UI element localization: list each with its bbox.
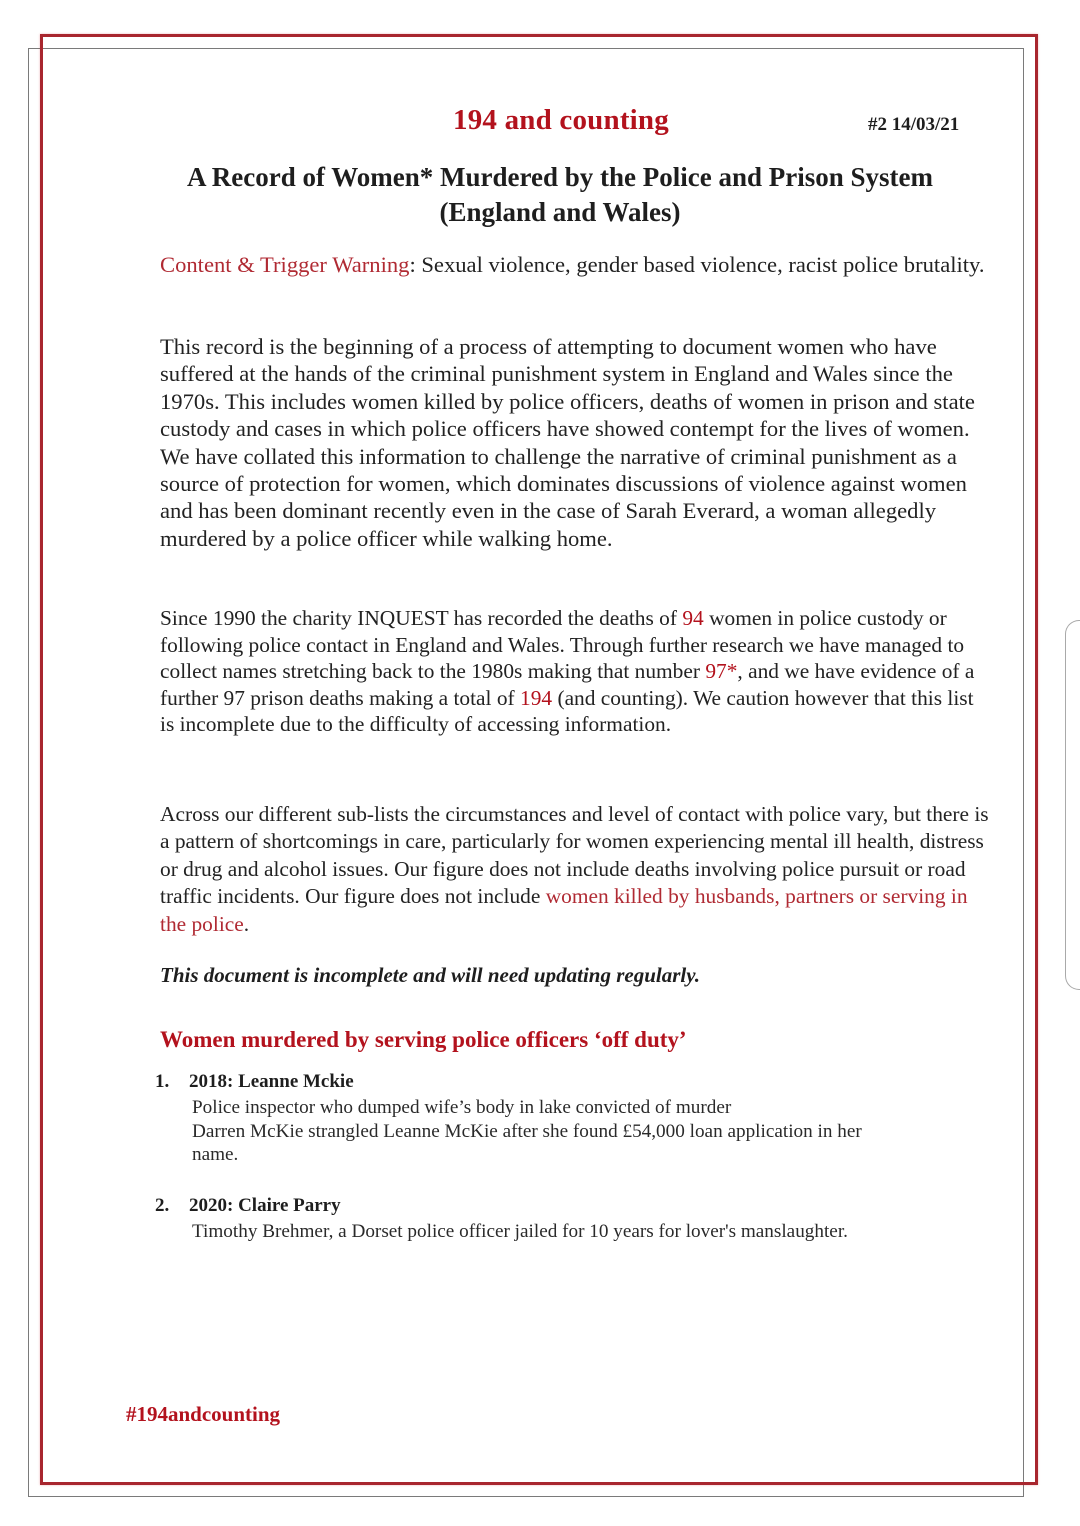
description-line: Timothy Brehmer, a Dorset police officer jailed for 10 years for lover's manslaughter.	[192, 1221, 848, 1242]
edge-panel-handle[interactable]	[1065, 620, 1080, 990]
description-line: Darren McKie strangled Leanne McKie after she found £54,000 loan application in her name.	[192, 1120, 862, 1165]
subtitle-line-1: A Record of Women* Murdered by the Police and Prison System	[187, 162, 933, 192]
list-item-number: 2.	[155, 1195, 170, 1216]
incomplete-note: This document is incomplete and will need updating regularly.	[160, 963, 701, 987]
stat-97: 97*	[705, 659, 738, 684]
stats-text-1: Since 1990 the charity INQUEST has recorded the deaths of	[160, 606, 683, 630]
section-heading: Women murdered by serving police officers ‘off duty’	[160, 1027, 687, 1052]
scope-paragraph	[160, 801, 990, 938]
subtitle-line-2: (England and Wales)	[439, 197, 681, 227]
list-item-heading: 2018: Leanne Mckie	[189, 1071, 354, 1092]
document-title: 194 and counting	[453, 104, 669, 136]
issue-number-date: #2 14/03/21	[868, 114, 960, 135]
warning-text: : Sexual violence, gender based violence, racist police brutality.	[409, 252, 985, 277]
statistics-paragraph	[160, 605, 990, 738]
stat-94: 94	[682, 606, 704, 630]
scope-text-1: Across our different sub-lists the circumstances and level of contact with police vary, but there is a pattern of shortcomings in care, particularly for women experiencing mental ill health, distress or drug and alcohol issues. Our figure does not include deaths involving police pursuit or road traffic incidents. Our figure does not include	[160, 802, 989, 909]
description-line: Police inspector who dumped wife’s body in lake convicted of murder	[192, 1097, 732, 1118]
warning-label: Content & Trigger Warning	[160, 252, 410, 277]
stat-194: 194	[520, 685, 553, 710]
stats-text-4: (and counting). We caution however that this list is incomplete due to the difficulty of accessing information.	[160, 685, 974, 737]
intro-paragraph: This record is the beginning of a process of attempting to document women who have suffered at the hands of the criminal punishment system in England and Wales since the 1970s. This includes women killed by police officers, deaths of women in prison and state custody and cases in which police officers have showed contempt for the lives of women. We have collated this information to challenge the narrative of criminal punishment as a source of protection for women, which dominates discussions of violence against women and has been dominant recently even in the case of Sarah Everard, a woman allegedly murdered by a police officer while walking home.	[160, 334, 975, 551]
list-item-description	[192, 1096, 912, 1167]
hashtag: #194andcounting	[126, 1402, 281, 1426]
list-item-description	[192, 1220, 912, 1244]
scope-exclusion-highlight: women killed by husbands, partners or serving in the police	[160, 884, 968, 936]
stats-text-2: women in police custody or following police contact in England and Wales. Through further research we have managed to collect names stretching back to the 1980s making that number	[160, 606, 965, 684]
list-item-number: 1.	[155, 1071, 170, 1092]
scope-text-2: .	[243, 911, 250, 936]
stats-text-3: , and we have evidence of a further 97 prison deaths making a total of	[160, 659, 975, 710]
list-item-heading: 2020: Claire Parry	[189, 1195, 341, 1216]
document-subtitle	[150, 160, 970, 230]
content-warning	[160, 251, 990, 278]
